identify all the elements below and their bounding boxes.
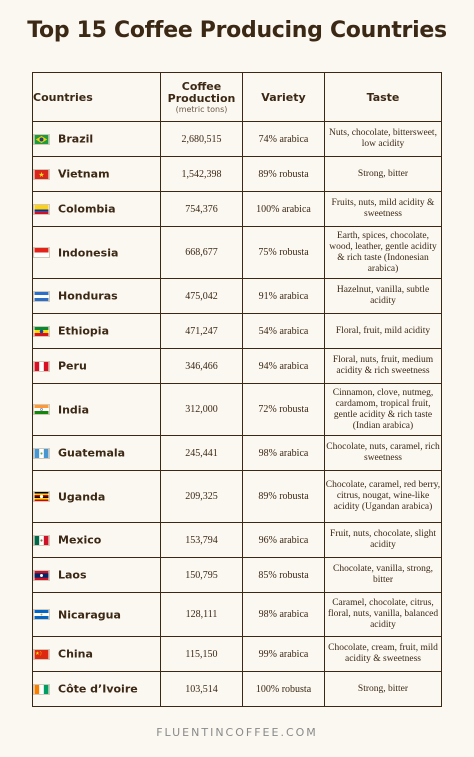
- table-row: [33, 593, 442, 637]
- india-flag-icon: [33, 404, 50, 415]
- table-row: [33, 314, 442, 349]
- production-cell: 471,247: [161, 314, 243, 349]
- variety-cell: 91% arabica: [243, 279, 325, 314]
- country-cell: [33, 314, 161, 349]
- taste-cell: Chocolate, caramel, red berry, citrus, nougat, wine-like acidity (Ugandan arabica): [325, 471, 442, 523]
- table-header-row: [33, 73, 442, 122]
- country-cell: [33, 436, 161, 471]
- country-name: Indonesia: [58, 246, 119, 260]
- taste-cell: Fruit, nuts, chocolate, slight acidity: [325, 523, 442, 558]
- table-row: [33, 157, 442, 192]
- country-cell: [33, 349, 161, 384]
- taste-cell: Strong, bitter: [325, 157, 442, 192]
- country-name: Honduras: [58, 289, 118, 303]
- brazil-flag-icon: [33, 134, 50, 145]
- country-name: Côte d’Ivoire: [58, 682, 138, 696]
- country-cell: [33, 279, 161, 314]
- site-footer: FLUENTINCOFFEE.COM: [156, 726, 318, 739]
- country-cell: [33, 523, 161, 558]
- table-row: [33, 672, 442, 707]
- variety-cell: 96% arabica: [243, 523, 325, 558]
- taste-cell: Chocolate, nuts, caramel, rich sweetness: [325, 436, 442, 471]
- taste-cell: Hazelnut, vanilla, subtle acidity: [325, 279, 442, 314]
- country-name: Brazil: [58, 132, 94, 146]
- production-cell: 346,466: [161, 349, 243, 384]
- country-name: Laos: [58, 568, 87, 582]
- country-cell: [33, 471, 161, 523]
- table-row: [33, 122, 442, 157]
- indonesia-flag-icon: [33, 247, 50, 258]
- taste-cell: Chocolate, cream, fruit, mild acidity & sweetness: [325, 637, 442, 672]
- production-cell: 209,325: [161, 471, 243, 523]
- header-production-unit: (metric tons): [175, 104, 228, 114]
- production-cell: 150,795: [161, 558, 243, 593]
- country-cell: [33, 558, 161, 593]
- variety-cell: 54% arabica: [243, 314, 325, 349]
- header-production: [161, 73, 243, 122]
- production-cell: 668,677: [161, 227, 243, 279]
- production-cell: 115,150: [161, 637, 243, 672]
- mexico-flag-icon: [33, 535, 50, 546]
- country-cell: [33, 593, 161, 637]
- cote-divoire-flag-icon: [33, 684, 50, 695]
- country-cell: [33, 672, 161, 707]
- country-name: Colombia: [58, 202, 116, 216]
- production-cell: 128,111: [161, 593, 243, 637]
- table-row: [33, 523, 442, 558]
- page-title: Top 15 Coffee Producing Countries: [27, 18, 447, 43]
- table-row: [33, 384, 442, 436]
- country-name: India: [58, 403, 89, 417]
- country-name: Vietnam: [58, 167, 110, 181]
- taste-cell: Fruits, nuts, mild acidity & sweetness: [325, 192, 442, 227]
- uganda-flag-icon: [33, 491, 50, 502]
- variety-cell: 98% arabica: [243, 436, 325, 471]
- taste-cell: Cinnamon, clove, nutmeg, cardamom, tropical fruit, gentle acidity & rich taste (Indian arabica): [325, 384, 442, 436]
- variety-cell: 85% robusta: [243, 558, 325, 593]
- taste-cell: Nuts, chocolate, bittersweet, low acidity: [325, 122, 442, 157]
- country-name: Ethiopia: [58, 324, 109, 338]
- honduras-flag-icon: [33, 291, 50, 302]
- variety-cell: 75% robusta: [243, 227, 325, 279]
- header-variety: Variety: [243, 73, 325, 122]
- variety-cell: 89% robusta: [243, 157, 325, 192]
- header-countries: Countries: [33, 73, 161, 122]
- country-cell: [33, 192, 161, 227]
- country-cell: [33, 384, 161, 436]
- production-cell: 475,042: [161, 279, 243, 314]
- header-taste: Taste: [325, 73, 442, 122]
- table-row: [33, 471, 442, 523]
- table-row: [33, 349, 442, 384]
- taste-cell: Chocolate, vanilla, strong, bitter: [325, 558, 442, 593]
- variety-cell: 74% arabica: [243, 122, 325, 157]
- taste-cell: Floral, nuts, fruit, medium acidity & rich sweetness: [325, 349, 442, 384]
- variety-cell: 100% arabica: [243, 192, 325, 227]
- variety-cell: 94% arabica: [243, 349, 325, 384]
- country-cell: [33, 157, 161, 192]
- variety-cell: 100% robusta: [243, 672, 325, 707]
- country-name: Nicaragua: [58, 608, 121, 622]
- taste-cell: Earth, spices, chocolate, wood, leather, gentle acidity & rich taste (Indonesian arabica): [325, 227, 442, 279]
- table-row: [33, 558, 442, 593]
- country-name: Peru: [58, 359, 87, 373]
- variety-cell: 89% robusta: [243, 471, 325, 523]
- variety-cell: 72% robusta: [243, 384, 325, 436]
- production-cell: 312,000: [161, 384, 243, 436]
- taste-cell: Caramel, chocolate, citrus, floral, nuts, vanilla, balanced acidity: [325, 593, 442, 637]
- coffee-table: [32, 72, 442, 707]
- variety-cell: 98% arabica: [243, 593, 325, 637]
- vietnam-flag-icon: [33, 169, 50, 180]
- production-cell: 2,680,515: [161, 122, 243, 157]
- variety-cell: 99% arabica: [243, 637, 325, 672]
- table-row: [33, 192, 442, 227]
- production-cell: 1,542,398: [161, 157, 243, 192]
- peru-flag-icon: [33, 361, 50, 372]
- colombia-flag-icon: [33, 204, 50, 215]
- table-row: [33, 279, 442, 314]
- country-name: Mexico: [58, 533, 102, 547]
- production-cell: 245,441: [161, 436, 243, 471]
- production-cell: 103,514: [161, 672, 243, 707]
- header-production-label: Coffee Production: [167, 79, 236, 105]
- country-name: Uganda: [58, 490, 106, 504]
- nicaragua-flag-icon: [33, 609, 50, 620]
- production-cell: 754,376: [161, 192, 243, 227]
- ethiopia-flag-icon: [33, 326, 50, 337]
- country-name: China: [58, 647, 93, 661]
- table-row: [33, 227, 442, 279]
- country-cell: [33, 122, 161, 157]
- table-row: [33, 637, 442, 672]
- country-cell: [33, 227, 161, 279]
- taste-cell: Floral, fruit, mild acidity: [325, 314, 442, 349]
- country-cell: [33, 637, 161, 672]
- country-name: Guatemala: [58, 446, 126, 460]
- table-row: [33, 436, 442, 471]
- china-flag-icon: [33, 649, 50, 660]
- production-cell: 153,794: [161, 523, 243, 558]
- laos-flag-icon: [33, 570, 50, 581]
- taste-cell: Strong, bitter: [325, 672, 442, 707]
- guatemala-flag-icon: [33, 448, 50, 459]
